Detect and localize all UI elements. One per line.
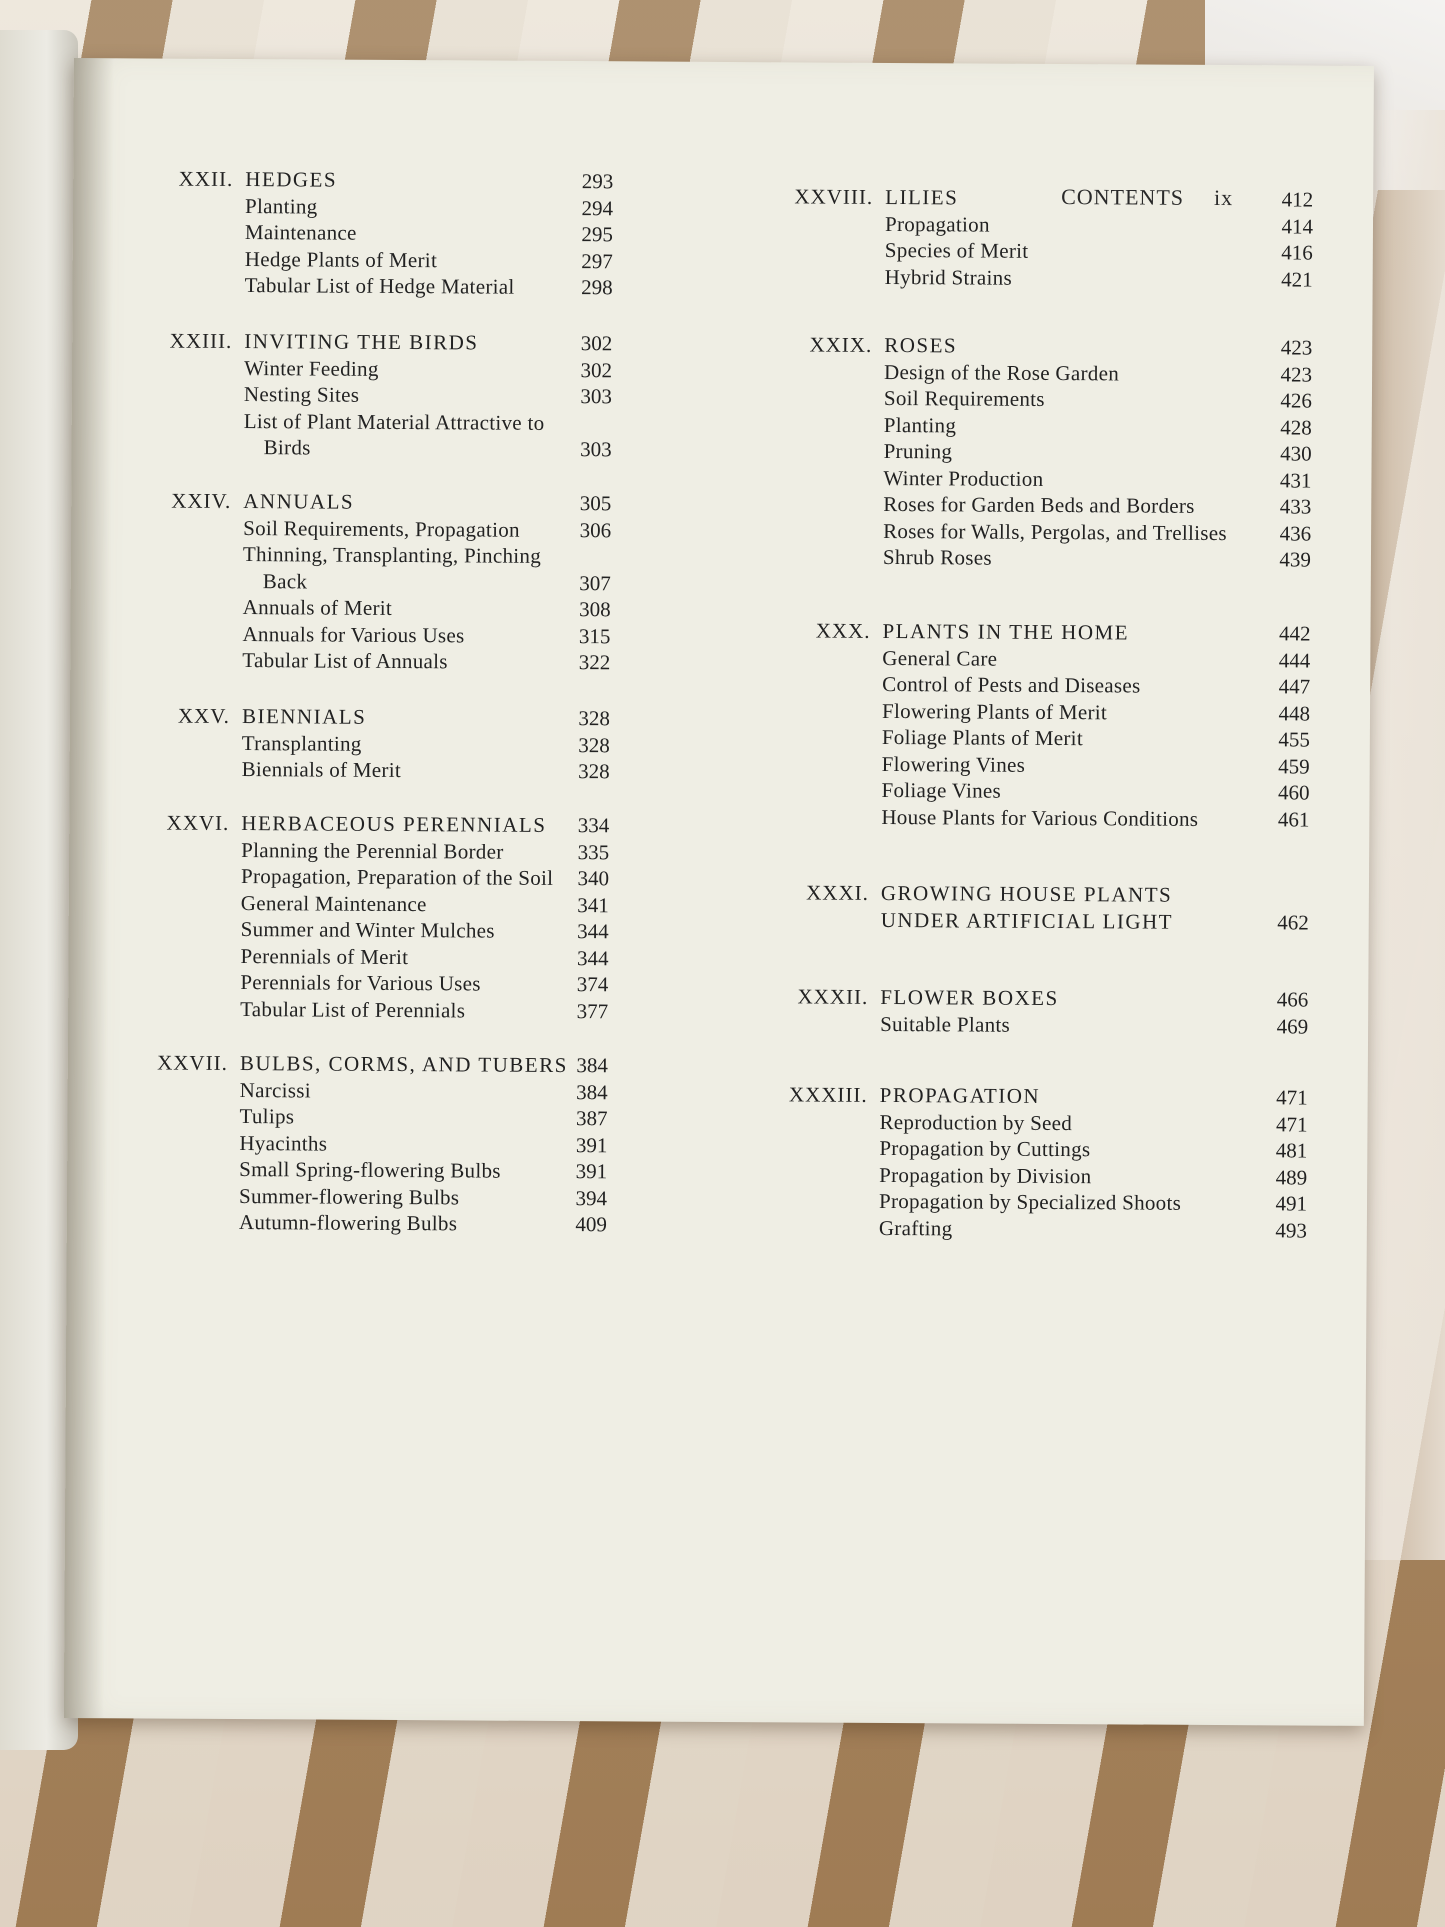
entry-title: Flowering Vines [881,751,1026,777]
entry-page-number: 421 [1281,266,1313,292]
entry-page-number: 469 [1276,1013,1309,1039]
entry-page-number: 294 [581,195,614,220]
entry-title: Small Spring-flowering Bulbs [239,1157,501,1183]
entry-title: Thinning, Transplanting, Pinching [242,542,542,568]
entry-page-number: 489 [1275,1164,1308,1190]
entry-page-number: 374 [576,972,609,997]
chapter-numeral: XXIX. [809,332,873,357]
entry-title: Autumn-flowering Bulbs [238,1210,458,1236]
chapter-title: BIENNIALS [241,704,367,729]
toc-entry [70,756,610,789]
entry-title: Perennials for Various Uses [240,970,481,996]
entry-title: Tabular List of Perennials [240,996,466,1022]
chapter-title: GROWING HOUSE PLANTS [880,880,1173,907]
entry-title: Maintenance [244,220,357,245]
entry-page-number: 387 [575,1106,608,1131]
entry-title: Planning the Perennial Border [241,837,504,864]
chapter-numeral: XXX. [815,618,871,643]
entry-page-number: 307 [579,570,611,595]
chapter-title: ROSES [884,332,958,358]
entry-page-number: 493 [1275,1217,1307,1243]
entry-title: Foliage Plants of Merit [881,724,1084,751]
entry-title: Species of Merit [884,237,1029,263]
chapter-page-number: 334 [577,813,610,838]
entry-title: Nesting Sites [243,382,360,407]
toc-entry [70,647,610,680]
entry-page-number: 430 [1280,441,1312,466]
entry-page-number: 460 [1277,780,1310,805]
entry-title: Planting [245,193,318,218]
chapter-numeral: XXVII. [157,1050,228,1075]
entry-title: Hybrid Strains [884,264,1013,290]
toc-entry [68,995,608,1028]
entry-page-number: 462 [1277,909,1309,935]
entry-page-number: 448 [1278,700,1311,726]
toc-entry [729,907,1309,941]
entry-page-number: 341 [577,892,609,917]
entry-page-number: 459 [1278,753,1310,779]
entry-title: Tabular List of Annuals [242,648,448,674]
entry-page-number: 302 [580,357,613,382]
chapter-page-number: 302 [580,331,613,356]
entry-page-number: 335 [577,839,610,864]
chapter-page-number: 423 [1280,335,1313,360]
entry-title: Hyacinths [239,1130,328,1156]
entry-page-number: 297 [581,248,613,273]
entry-title: Tulips [239,1104,295,1129]
entry-title: Summer-flowering Bulbs [238,1183,460,1209]
chapter-title: FLOWER BOXES [880,984,1059,1011]
entry-page-number: 391 [575,1159,608,1184]
entry-title: Hedge Plants of Merit [244,246,438,272]
entry-page-number: 377 [576,998,609,1023]
entry-page-number: 315 [578,623,611,648]
entry-page-number: 303 [580,384,613,409]
entry-title: Winter Feeding [244,355,379,381]
chapter-title: PLANTS IN THE HOME [882,618,1130,645]
entry-title: Biennials of Merit [241,757,402,783]
entry-page-number: 444 [1278,647,1311,673]
entry-page-number: 455 [1278,727,1310,752]
entry-title: Foliage Vines [881,777,1002,803]
entry-page-number: 447 [1278,674,1311,699]
chapter-title: ANNUALS [243,489,355,514]
entry-page-number: 298 [581,275,613,300]
entry-page-number: 471 [1275,1111,1308,1137]
entry-page-number: 328 [578,759,610,784]
chapter-numeral: XXVIII. [794,184,874,209]
chapter-numeral: XXII. [178,166,234,191]
chapter-page-number: 305 [579,491,612,516]
entry-title: General Care [882,645,998,671]
header-page-number: ix [1213,184,1234,211]
chapter-page-number: 328 [578,706,611,731]
entry-page-number: 423 [1280,361,1313,387]
chapter-title: PROPAGATION [879,1082,1041,1108]
entry-title: Reproduction by Seed [879,1109,1073,1135]
chapter-page-number: 384 [576,1053,608,1078]
toc-entry [727,1215,1307,1249]
entry-title: Propagation, Preparation of the Soil [240,864,554,890]
entry-page-number: 295 [581,222,614,247]
chapter-page-number: 466 [1276,987,1309,1012]
entry-page-number: 461 [1277,806,1310,832]
entry-title: List of Plant Material Attractive to [243,408,545,435]
entry-page-number: 322 [578,650,611,675]
entry-title: Shrub Roses [882,544,992,570]
entry-title: Transplanting [241,730,362,756]
entry-page-number: 303 [580,437,612,462]
entry-title: Flowering Plants of Merit [881,698,1108,724]
entry-page-number: 340 [577,866,610,891]
entry-title: Winter Production [883,465,1044,491]
book-page [64,58,1374,1726]
entry-title: Planting [883,412,957,437]
entry-title: Back [262,568,308,593]
entry-title: Roses for Garden Beds and Borders [883,491,1195,518]
toc-entry [728,1011,1308,1045]
chapter-numeral: XXXI. [806,880,869,905]
chapter-page-number: 412 [1281,187,1314,212]
toc-entry [73,272,613,305]
entry-page-number: 344 [577,919,609,944]
entry-page-number: 391 [575,1132,608,1157]
entry-title: Propagation by Specialized Shoots [878,1188,1182,1215]
entry-title: Propagation by Cuttings [879,1135,1091,1162]
entry-page-number: 426 [1280,388,1313,413]
entry-title: Birds [263,435,311,460]
entry-title: Suitable Plants [880,1011,1011,1037]
toc-entry [731,544,1311,578]
entry-title: Grafting [878,1215,953,1240]
chapter-numeral: XXIII. [169,328,233,353]
entry-title: Narcissi [239,1077,311,1102]
entry-page-number: 439 [1279,547,1312,572]
toc-entry [67,1209,607,1242]
chapter-title: HERBACEOUS PERENNIALS [241,811,547,837]
entry-page-number: 344 [576,945,609,970]
entry-page-number: 409 [575,1212,607,1237]
chapter-numeral: XXIV. [171,488,232,513]
entry-page-number: 328 [578,732,610,757]
entry-page-number: 431 [1279,467,1312,493]
entry-page-number: 384 [576,1079,608,1104]
entry-title: Summer and Winter Mulches [240,917,495,943]
entry-page-number: 436 [1279,520,1312,546]
chapter-title: LILIES [885,184,959,210]
entry-title: Soil Requirements [883,385,1045,411]
entry-page-number: 306 [579,517,612,542]
entry-page-number: 481 [1275,1138,1308,1163]
entry-title: House Plants for Various Conditions [881,804,1199,831]
entry-title: UNDER ARTIFICIAL LIGHT [880,907,1174,934]
chapter-title: INVITING THE BIRDS [244,329,479,355]
entry-title: Perennials of Merit [240,943,409,969]
toc-entry [72,434,612,467]
entry-title: Propagation [884,211,990,237]
toc-entry [733,264,1313,298]
entry-title: Annuals of Merit [242,595,393,620]
entry-page-number: 394 [575,1185,608,1210]
chapter-title: BULBS, CORMS, AND TUBERS [239,1051,568,1078]
entry-title: Roses for Walls, Pergolas, and Trellises [883,518,1227,545]
chapter-numeral: XXXII. [797,984,869,1009]
chapter-numeral: XXVI. [166,810,230,835]
entry-title: General Maintenance [240,890,427,916]
entry-title: Control of Pests and Diseases [882,671,1141,698]
chapter-numeral: XXXIII. [788,1082,868,1107]
entry-title: Soil Requirements, Propagation [243,515,520,542]
chapter-page-number: 471 [1276,1085,1308,1110]
entry-page-number: 428 [1280,414,1312,440]
entry-title: Pruning [883,438,953,464]
entry-title: Propagation by Division [879,1162,1092,1188]
header-label: CONTENTS [1061,184,1185,210]
chapter-title: HEDGES [245,167,338,192]
entry-title: Annuals for Various Uses [242,621,465,647]
entry-page-number: 416 [1281,240,1313,265]
toc-entry [729,804,1309,838]
entry-page-number: 491 [1275,1191,1308,1216]
chapter-page-number: 442 [1278,621,1311,646]
entry-page-number: 414 [1281,213,1314,239]
entry-title: Tabular List of Hedge Material [244,273,515,299]
chapter-numeral: XXV. [177,703,231,728]
entry-page-number: 433 [1279,494,1312,519]
chapter-page-number: 293 [581,169,614,194]
entry-title: Design of the Rose Garden [884,359,1120,385]
entry-page-number: 308 [579,597,611,622]
